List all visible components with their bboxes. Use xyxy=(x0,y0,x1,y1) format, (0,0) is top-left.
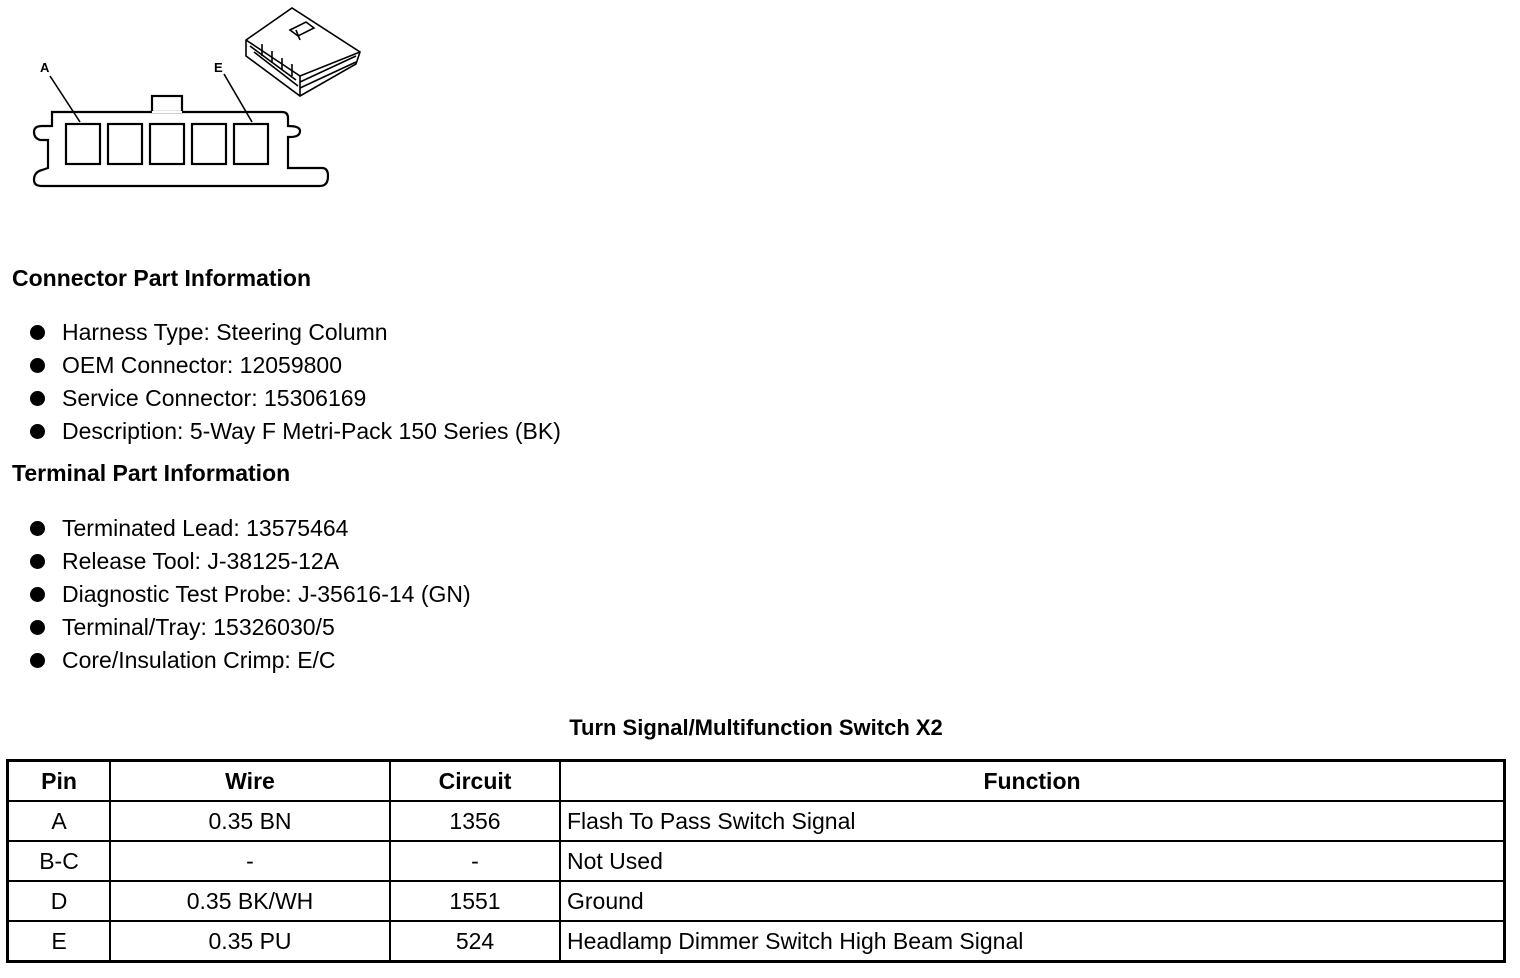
list-item-text: OEM Connector: 12059800 xyxy=(62,352,343,378)
list-item xyxy=(28,644,471,677)
list-item-text: Diagnostic Test Probe: J-35616-14 (GN) xyxy=(62,581,471,607)
connector-diagram xyxy=(0,0,380,200)
bullet-icon xyxy=(30,587,45,602)
list-item-text: Terminated Lead: 13575464 xyxy=(62,515,349,541)
cavity-label-a: A xyxy=(40,60,50,75)
list-item-text: Service Connector: 15306169 xyxy=(62,385,367,411)
column-header-wire: Wire xyxy=(110,761,390,802)
cell-pin: D xyxy=(8,881,111,921)
pinout-table xyxy=(6,759,1506,963)
cell-circuit: 1356 xyxy=(390,801,560,841)
cell-pin: B-C xyxy=(8,841,111,881)
cell-function: Not Used xyxy=(560,841,1505,881)
bullet-icon xyxy=(30,521,45,536)
bullet-icon xyxy=(30,620,45,635)
list-item xyxy=(28,611,471,644)
list-item xyxy=(28,382,561,415)
list-item xyxy=(28,578,471,611)
list-item-text: Terminal/Tray: 15326030/5 xyxy=(62,614,335,640)
bullet-icon xyxy=(30,325,45,340)
cell-circuit: - xyxy=(390,841,560,881)
table-title: Turn Signal/Multifunction Switch X2 xyxy=(569,715,943,740)
cell-circuit: 1551 xyxy=(390,881,560,921)
column-header-pin: Pin xyxy=(8,761,111,802)
list-item-text: Harness Type: Steering Column xyxy=(62,319,388,345)
bullet-icon xyxy=(30,554,45,569)
list-item-text: Release Tool: J-38125-12A xyxy=(62,548,340,574)
table-row xyxy=(8,841,1505,881)
connector-part-list xyxy=(28,316,561,448)
leader-line-e xyxy=(224,74,252,122)
list-item xyxy=(28,545,471,578)
cell-pin: E xyxy=(8,921,111,962)
list-item xyxy=(28,316,561,349)
cavity-label-e: E xyxy=(214,60,223,75)
table-row xyxy=(8,801,1505,841)
bullet-icon xyxy=(30,424,45,439)
list-item xyxy=(28,415,561,448)
bullet-icon xyxy=(30,653,45,668)
cell-wire: 0.35 BN xyxy=(110,801,390,841)
connector-latch-tab xyxy=(152,96,182,112)
cell-function: Flash To Pass Switch Signal xyxy=(560,801,1505,841)
cell-function: Headlamp Dimmer Switch High Beam Signal xyxy=(560,921,1505,962)
column-header-function: Function xyxy=(560,761,1505,802)
connector-isometric-icon xyxy=(246,8,360,96)
table-header-row xyxy=(8,761,1505,802)
table-row xyxy=(8,921,1505,962)
terminal-part-heading: Terminal Part Information xyxy=(12,460,291,486)
cell-wire: - xyxy=(110,841,390,881)
table-row xyxy=(8,881,1505,921)
list-item xyxy=(28,349,561,382)
column-header-circuit: Circuit xyxy=(390,761,560,802)
cell-circuit: 524 xyxy=(390,921,560,962)
list-item-text: Core/Insulation Crimp: E/C xyxy=(62,647,336,673)
bullet-icon xyxy=(30,391,45,406)
cell-wire: 0.35 PU xyxy=(110,921,390,962)
connector-part-heading: Connector Part Information xyxy=(12,265,312,291)
cell-wire: 0.35 BK/WH xyxy=(110,881,390,921)
terminal-part-list xyxy=(28,512,471,677)
leader-line-a xyxy=(50,76,80,122)
bullet-icon xyxy=(30,358,45,373)
cell-function: Ground xyxy=(560,881,1505,921)
list-item xyxy=(28,512,471,545)
connector-cavities xyxy=(66,124,268,164)
list-item-text: Description: 5-Way F Metri-Pack 150 Series (BK) xyxy=(62,418,561,444)
cell-pin: A xyxy=(8,801,111,841)
